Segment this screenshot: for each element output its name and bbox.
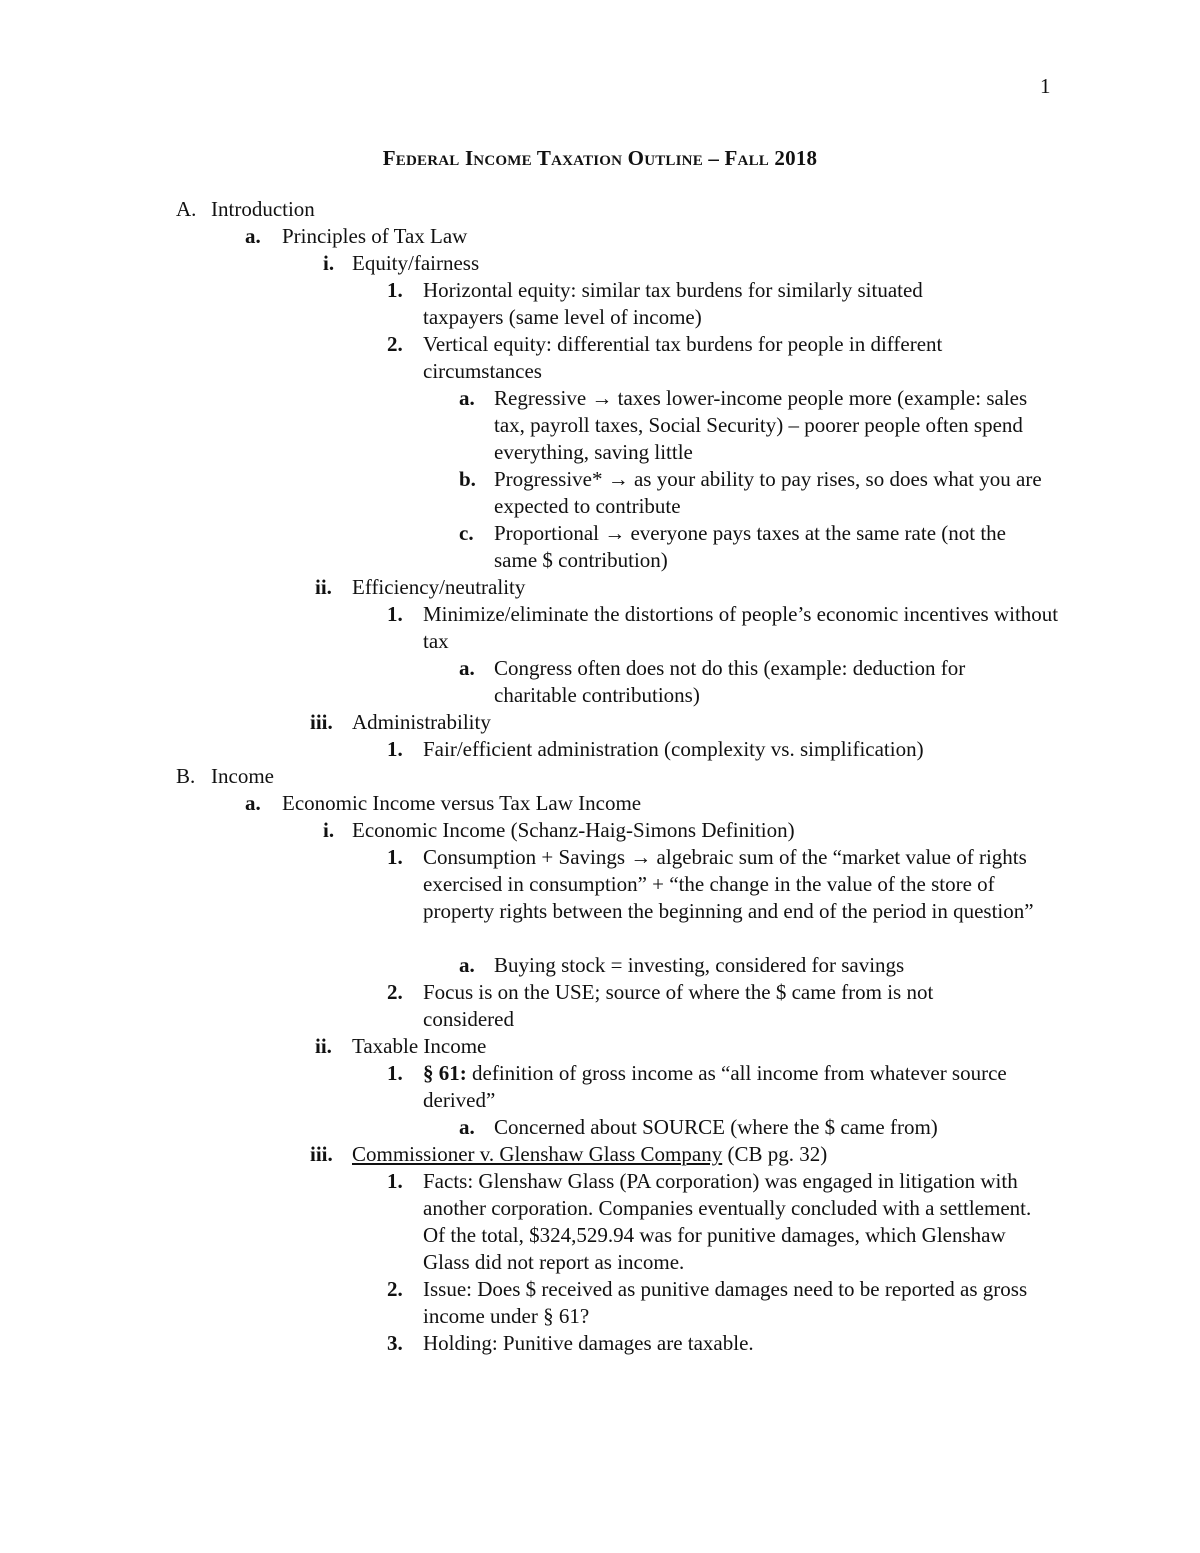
outline-text: Issue: Does $ received as punitive damages need to be reported as gross income under § 61? — [423, 1277, 1028, 1328]
outline-marker: 2. — [387, 1277, 403, 1301]
outline-marker: 2. — [387, 980, 403, 1004]
outline-text — [423, 1060, 1043, 1114]
outline-text: Administrability — [352, 710, 491, 734]
outline-text: Efficiency/neutrality — [352, 575, 526, 599]
outline-marker: 1. — [387, 278, 403, 302]
outline-marker: iii. — [310, 710, 333, 734]
outline-marker: i. — [323, 818, 335, 842]
outline-text: Vertical equity: differential tax burdens for people in different circumstances — [423, 332, 943, 383]
outline-marker: 1. — [387, 602, 403, 626]
case-citation: (CB pg. 32) — [722, 1142, 828, 1166]
outline-text: Holding: Punitive damages are taxable. — [423, 1331, 754, 1355]
outline-marker: i. — [323, 251, 335, 275]
outline-text: Economic Income versus Tax Law Income — [282, 791, 642, 815]
outline-text: Consumption + Savings → algebraic sum of the “market value of rights exercised in consumption” + “the change in the value of the store of property rights between the beginning and end of the period in question” — [423, 845, 1034, 923]
outline-marker: B. — [176, 764, 196, 788]
outline-text: Equity/fairness — [352, 251, 480, 275]
outline-text: Proportional → everyone pays taxes at the same rate (not the same $ contribution) — [494, 521, 1006, 572]
outline-marker: a. — [459, 1115, 475, 1139]
outline-text: Fair/efficient administration (complexity vs. simplification) — [423, 737, 924, 761]
outline-text: Focus is on the USE; source of where the $ came from is not considered — [423, 980, 934, 1031]
outline-marker: iii. — [310, 1142, 333, 1166]
case-name: Commissioner v. Glenshaw Glass Company — [352, 1142, 723, 1166]
outline-text: Minimize/eliminate the distortions of people’s economic incentives without tax — [423, 602, 1059, 653]
outline-marker: 1. — [387, 737, 403, 761]
outline-marker: a. — [459, 953, 475, 977]
outline-text: Concerned about SOURCE (where the $ came from) — [494, 1115, 938, 1139]
outline-text-rest: definition of gross income as “all income from whatever source derived” — [423, 1061, 1007, 1112]
outline-marker: ii. — [315, 575, 332, 599]
outline-text: Economic Income (Schanz-Haig-Simons Definition) — [352, 818, 795, 842]
outline-marker: a. — [245, 224, 261, 248]
outline-text: Congress often does not do this (example: deduction for charitable contributions) — [494, 656, 966, 707]
outline-marker: b. — [459, 467, 476, 491]
outline-marker: 1. — [387, 1061, 403, 1085]
outline-text: Income — [211, 764, 274, 788]
outline-text: Taxable Income — [352, 1034, 487, 1058]
outline-text: Progressive* → as your ability to pay rises, so does what you are expected to contribute — [494, 467, 1042, 518]
outline-marker: a. — [459, 656, 475, 680]
outline-text: Horizontal equity: similar tax burdens for similarly situated taxpayers (same level of income) — [423, 278, 923, 329]
outline-marker: a. — [459, 386, 475, 410]
outline-marker: c. — [459, 521, 474, 545]
outline-text: Regressive → taxes lower-income people more (example: sales tax, payroll taxes, Social Security) – poorer people often spend everything, saving little — [494, 386, 1028, 464]
section-reference: § 61: — [423, 1061, 467, 1085]
outline-marker: a. — [245, 791, 261, 815]
outline-marker: ii. — [315, 1034, 332, 1058]
outline-text: Buying stock = investing, considered for savings — [494, 953, 905, 977]
outline-text: Principles of Tax Law — [282, 224, 468, 248]
outline-marker: 3. — [387, 1331, 403, 1355]
outline-text: Facts: Glenshaw Glass (PA corporation) was engaged in litigation with another corporation. Companies eventually concluded with a settlement. Of the total, $324,529.94 was for punitive damages, which Glenshaw Glass did not report as income. — [423, 1169, 1032, 1274]
outline-marker: 1. — [387, 1169, 403, 1193]
page-number: 1 — [1040, 74, 1051, 98]
outline-text: Introduction — [211, 197, 315, 221]
outline-marker: 2. — [387, 332, 403, 356]
outline-marker: 1. — [387, 845, 403, 869]
outline-text — [352, 1141, 1032, 1168]
outline-marker: A. — [176, 197, 197, 221]
document-title: Federal Income Taxation Outline – Fall 2018 — [382, 146, 818, 170]
